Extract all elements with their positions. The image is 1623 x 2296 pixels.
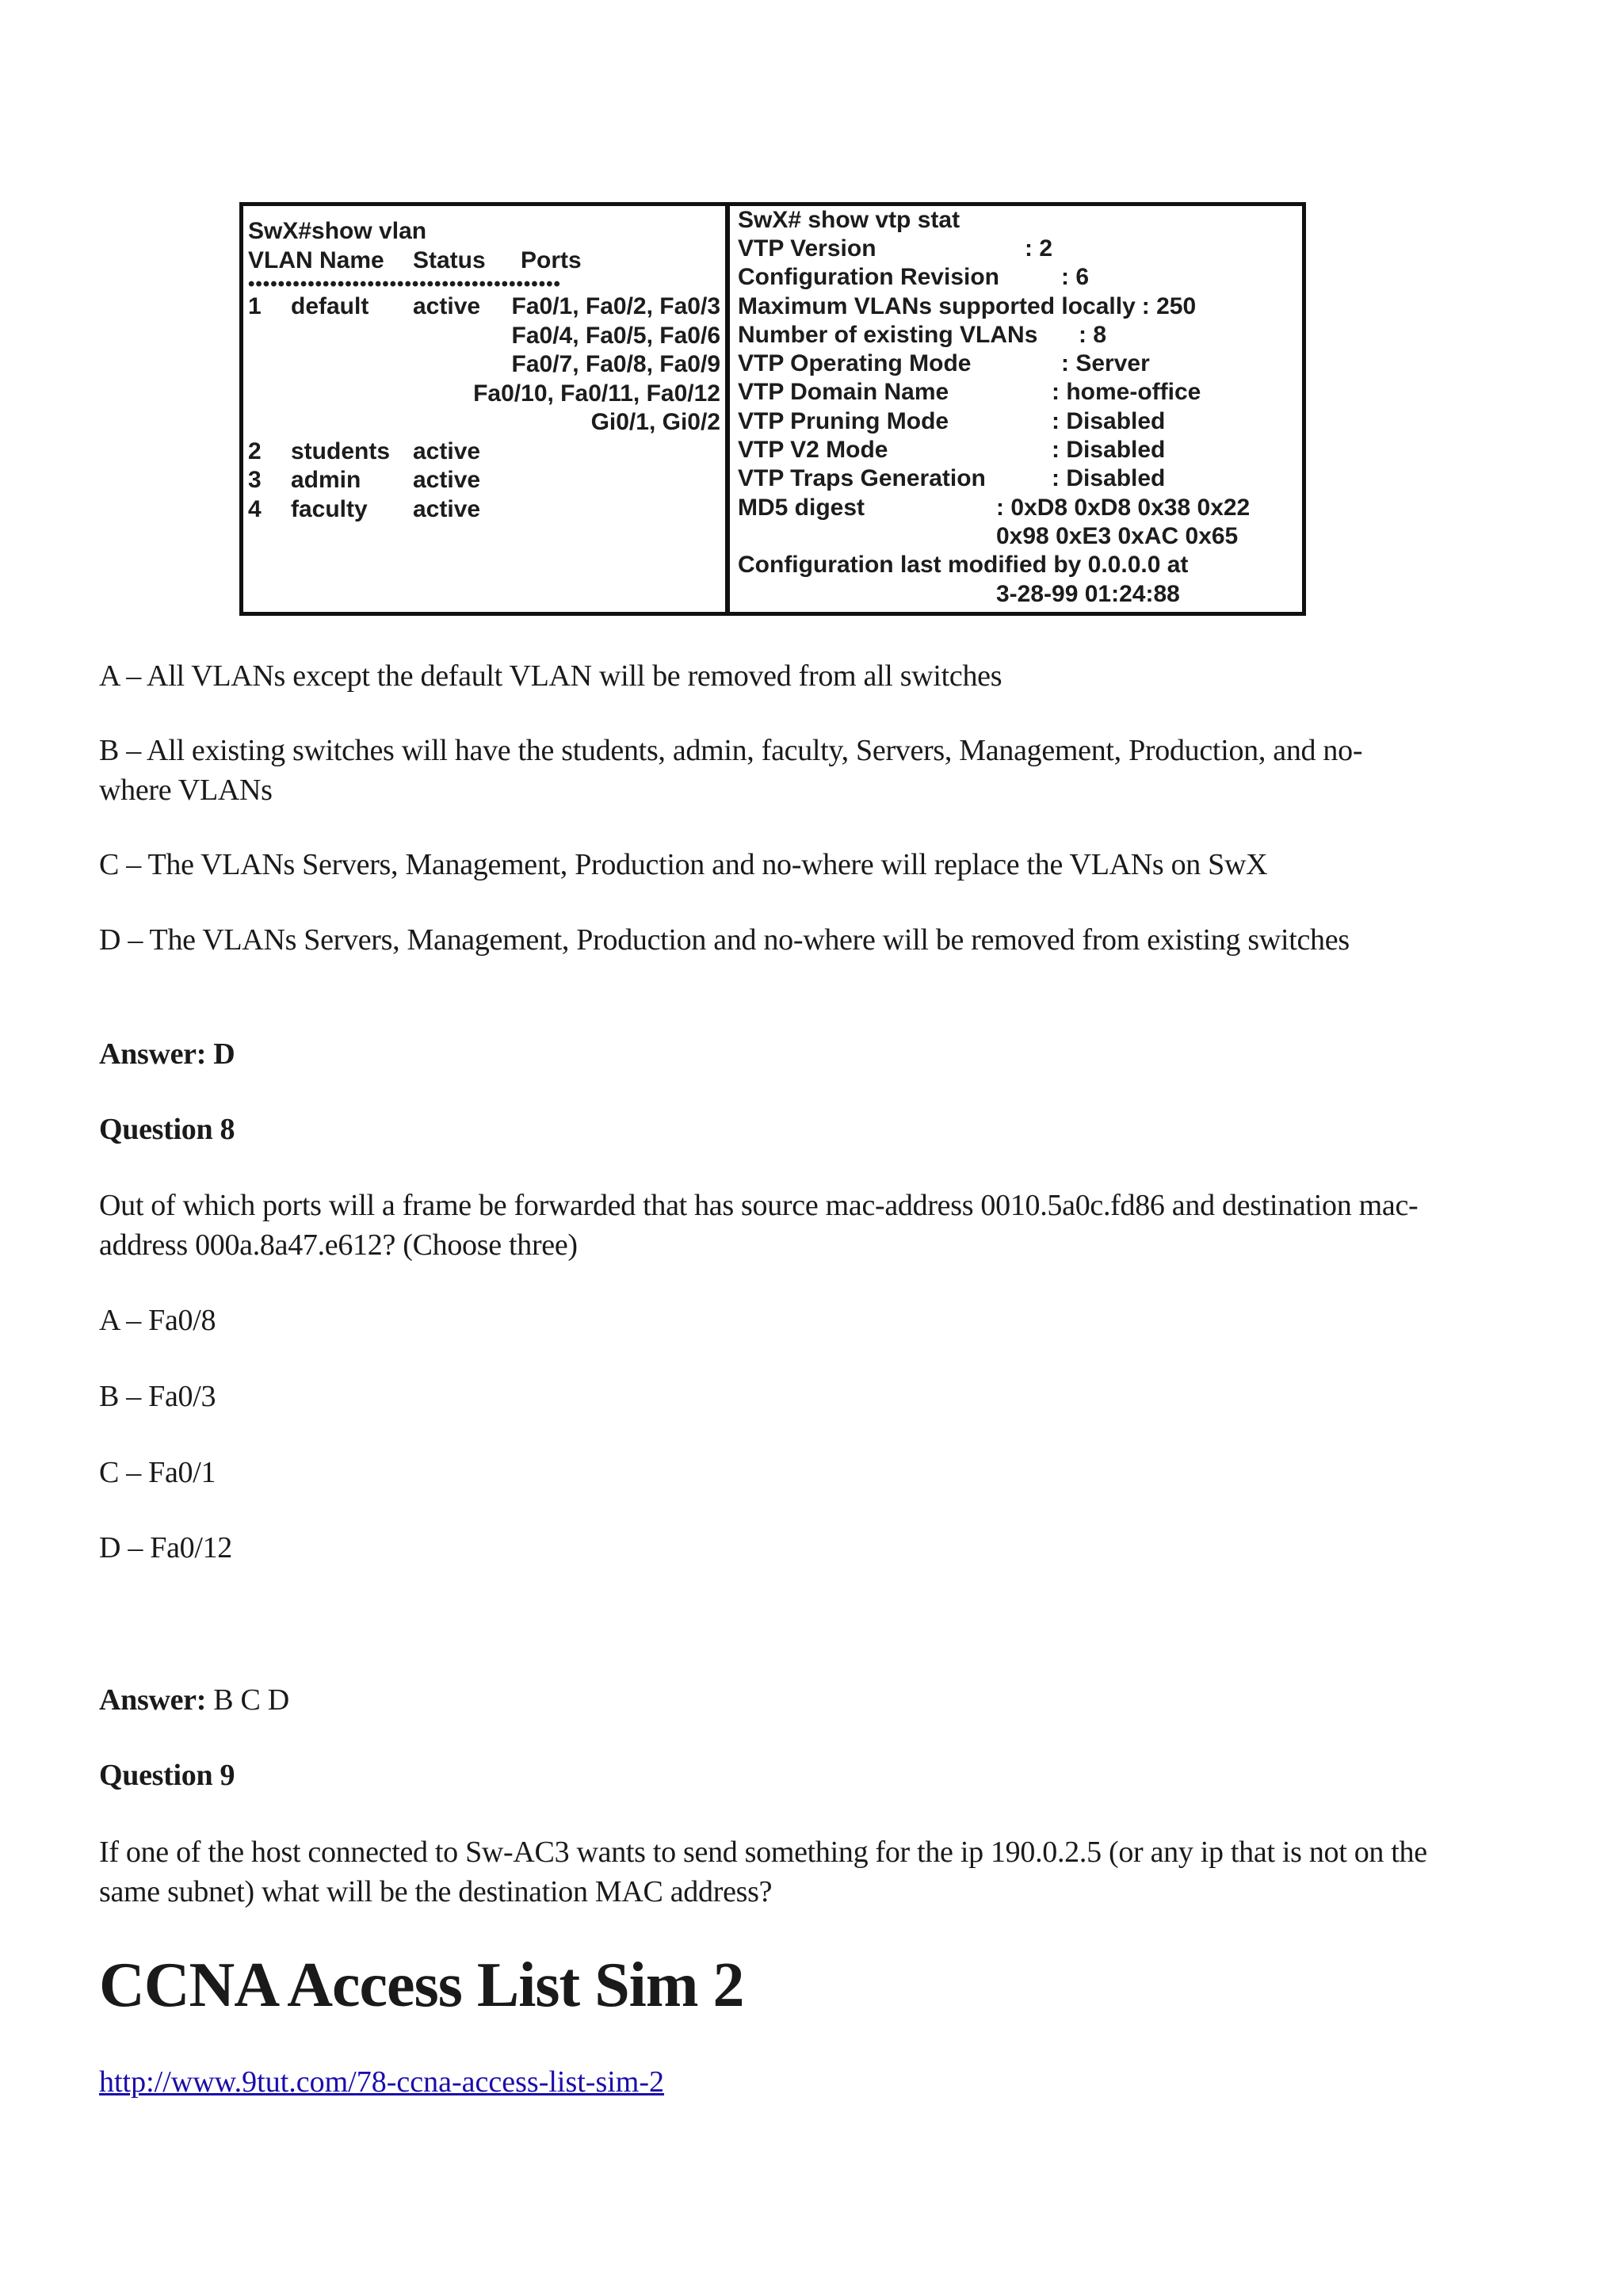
- vtp-row: [738, 407, 1302, 436]
- q8-answer-label: Answer:: [99, 1683, 207, 1717]
- q8-option-b: B – Fa0/3: [99, 1380, 216, 1413]
- q8-answer: [99, 1680, 1430, 1720]
- vlan-row: [248, 437, 725, 467]
- show-vtp-status-output: [730, 206, 1302, 612]
- vtp-value: : 0xD8 0xD8 0x38 0x22: [996, 494, 1251, 521]
- vtp-row: [738, 292, 1302, 321]
- vlan-number: 4: [248, 495, 262, 522]
- vlan-row: [248, 350, 725, 380]
- vlan-number: 3: [248, 467, 262, 493]
- vlan-name: default: [291, 293, 369, 319]
- vtp-row: [738, 378, 1302, 407]
- vtp-row: [738, 580, 1302, 609]
- vlan-status: active: [413, 293, 481, 319]
- vlan-name: admin: [291, 467, 361, 493]
- vlan-status: active: [413, 437, 481, 464]
- q8-text: Out of which ports will a frame be forwarded that has source mac-address 0010.5a0c.fd86 and destination mac-address 000a.8a47.e612? (Choose three): [99, 1189, 1419, 1262]
- vlan-row: [248, 292, 725, 322]
- q7-answer: [99, 1034, 1430, 1074]
- vtp-row: [738, 464, 1302, 493]
- q8-option-a: A – Fa0/8: [99, 1304, 216, 1337]
- vlan-status: active: [413, 495, 481, 522]
- vtp-label: VTP Traps Generation: [738, 465, 986, 492]
- vlan-status: active: [413, 467, 481, 493]
- vlan-name: faculty: [291, 495, 368, 522]
- q8-option-c: C – Fa0/1: [99, 1456, 216, 1489]
- vlan-row: [248, 408, 725, 437]
- vlan-ports: Fa0/10, Fa0/11, Fa0/12: [473, 380, 720, 407]
- q7-answer-label: Answer:: [99, 1037, 207, 1071]
- vtp-row: [738, 436, 1302, 464]
- q8-option-d: D – Fa0/12: [99, 1531, 233, 1564]
- vlan-row: [248, 466, 725, 495]
- vtp-value: : 6: [1061, 264, 1090, 291]
- vtp-value: 3-28-99 01:24:88: [996, 580, 1180, 607]
- vtp-row: [738, 263, 1302, 292]
- vtp-value: : 250: [1141, 292, 1197, 319]
- vtp-label: Maximum VLANs supported locally: [738, 292, 1136, 319]
- vtp-value: : Disabled: [1052, 437, 1166, 464]
- show-vlan-output: [243, 206, 730, 612]
- q8-title: Question 8: [99, 1113, 235, 1146]
- vtp-value: : 8: [1079, 321, 1107, 348]
- vtp-row: [738, 235, 1302, 263]
- show-vlan-command: SwX#show vlan: [248, 218, 427, 244]
- vlan-ports: Fa0/4, Fa0/5, Fa0/6: [511, 322, 720, 349]
- vlan-ports: Fa0/1, Fa0/2, Fa0/3: [511, 293, 720, 319]
- vtp-row: [738, 551, 1302, 579]
- table-separator: ••••••••••••••••••••••••••••••••••••••••••: [248, 273, 561, 295]
- header-vlan-name: VLAN Name: [248, 246, 384, 273]
- vtp-value: : Disabled: [1052, 465, 1166, 492]
- q7-option-c: C – The VLANs Servers, Management, Production and no-where will replace the VLANs on SwX: [99, 848, 1268, 881]
- vlan-number: 2: [248, 437, 262, 464]
- header-status: Status: [413, 246, 486, 273]
- q7-answer-value: D: [213, 1037, 235, 1071]
- vtp-value: 0x98 0xE3 0xAC 0x65: [996, 522, 1239, 549]
- vtp-value: : Disabled: [1052, 407, 1166, 434]
- vtp-label: Configuration Revision: [738, 264, 999, 291]
- vtp-row: [738, 522, 1302, 551]
- vlan-ports: Gi0/1, Gi0/2: [590, 409, 720, 435]
- vtp-row: [738, 494, 1302, 522]
- header-ports: Ports: [521, 246, 582, 273]
- vtp-value: : Server: [1061, 350, 1150, 377]
- vlan-name: students: [291, 437, 391, 464]
- vlan-row: [248, 380, 725, 409]
- vlan-number: 1: [248, 293, 262, 319]
- vtp-label: VTP V2 Mode: [738, 437, 888, 464]
- vtp-label: VTP Domain Name: [738, 379, 949, 406]
- vtp-label: MD5 digest: [738, 494, 865, 521]
- vlan-row: [248, 322, 725, 351]
- vtp-row: [738, 321, 1302, 350]
- vtp-label: Number of existing VLANs: [738, 321, 1038, 348]
- vtp-label: VTP Operating Mode: [738, 350, 972, 377]
- vtp-value: : 2: [1025, 235, 1053, 262]
- vlan-ports: Fa0/7, Fa0/8, Fa0/9: [511, 351, 720, 377]
- vlan-rows: [248, 292, 725, 524]
- q9-text: If one of the host connected to Sw-AC3 wants to send something for the ip 190.0.2.5 (or any ip that is not on the same subnet) what will be the destination MAC address?: [99, 1836, 1427, 1908]
- section-heading: CCNA Access List Sim 2: [99, 1950, 744, 2020]
- q9-title: Question 9: [99, 1759, 235, 1792]
- cli-output-figure: [239, 202, 1306, 616]
- section-link[interactable]: http://www.9tut.com/78-ccna-access-list-sim-2: [99, 2065, 665, 2099]
- vtp-label: VTP Version: [738, 235, 876, 262]
- q8-answer-value: B C D: [213, 1683, 289, 1717]
- vtp-command: SwX# show vtp stat: [738, 207, 960, 233]
- q7-option-b: B – All existing switches will have the students, admin, faculty, Servers, Management, Production, and no-where VLANs: [99, 734, 1363, 807]
- vlan-row: [248, 495, 725, 525]
- vtp-rows: [738, 235, 1302, 609]
- vtp-label: VTP Pruning Mode: [738, 407, 949, 434]
- q7-option-d: D – The VLANs Servers, Management, Production and no-where will be removed from existing switches: [99, 923, 1350, 957]
- vtp-row: [738, 350, 1302, 378]
- vtp-value: : home-office: [1052, 379, 1201, 406]
- vtp-label: Configuration last modified by 0.0.0.0 at: [738, 552, 1189, 579]
- q7-option-a: A – All VLANs except the default VLAN will be removed from all switches: [99, 659, 1002, 693]
